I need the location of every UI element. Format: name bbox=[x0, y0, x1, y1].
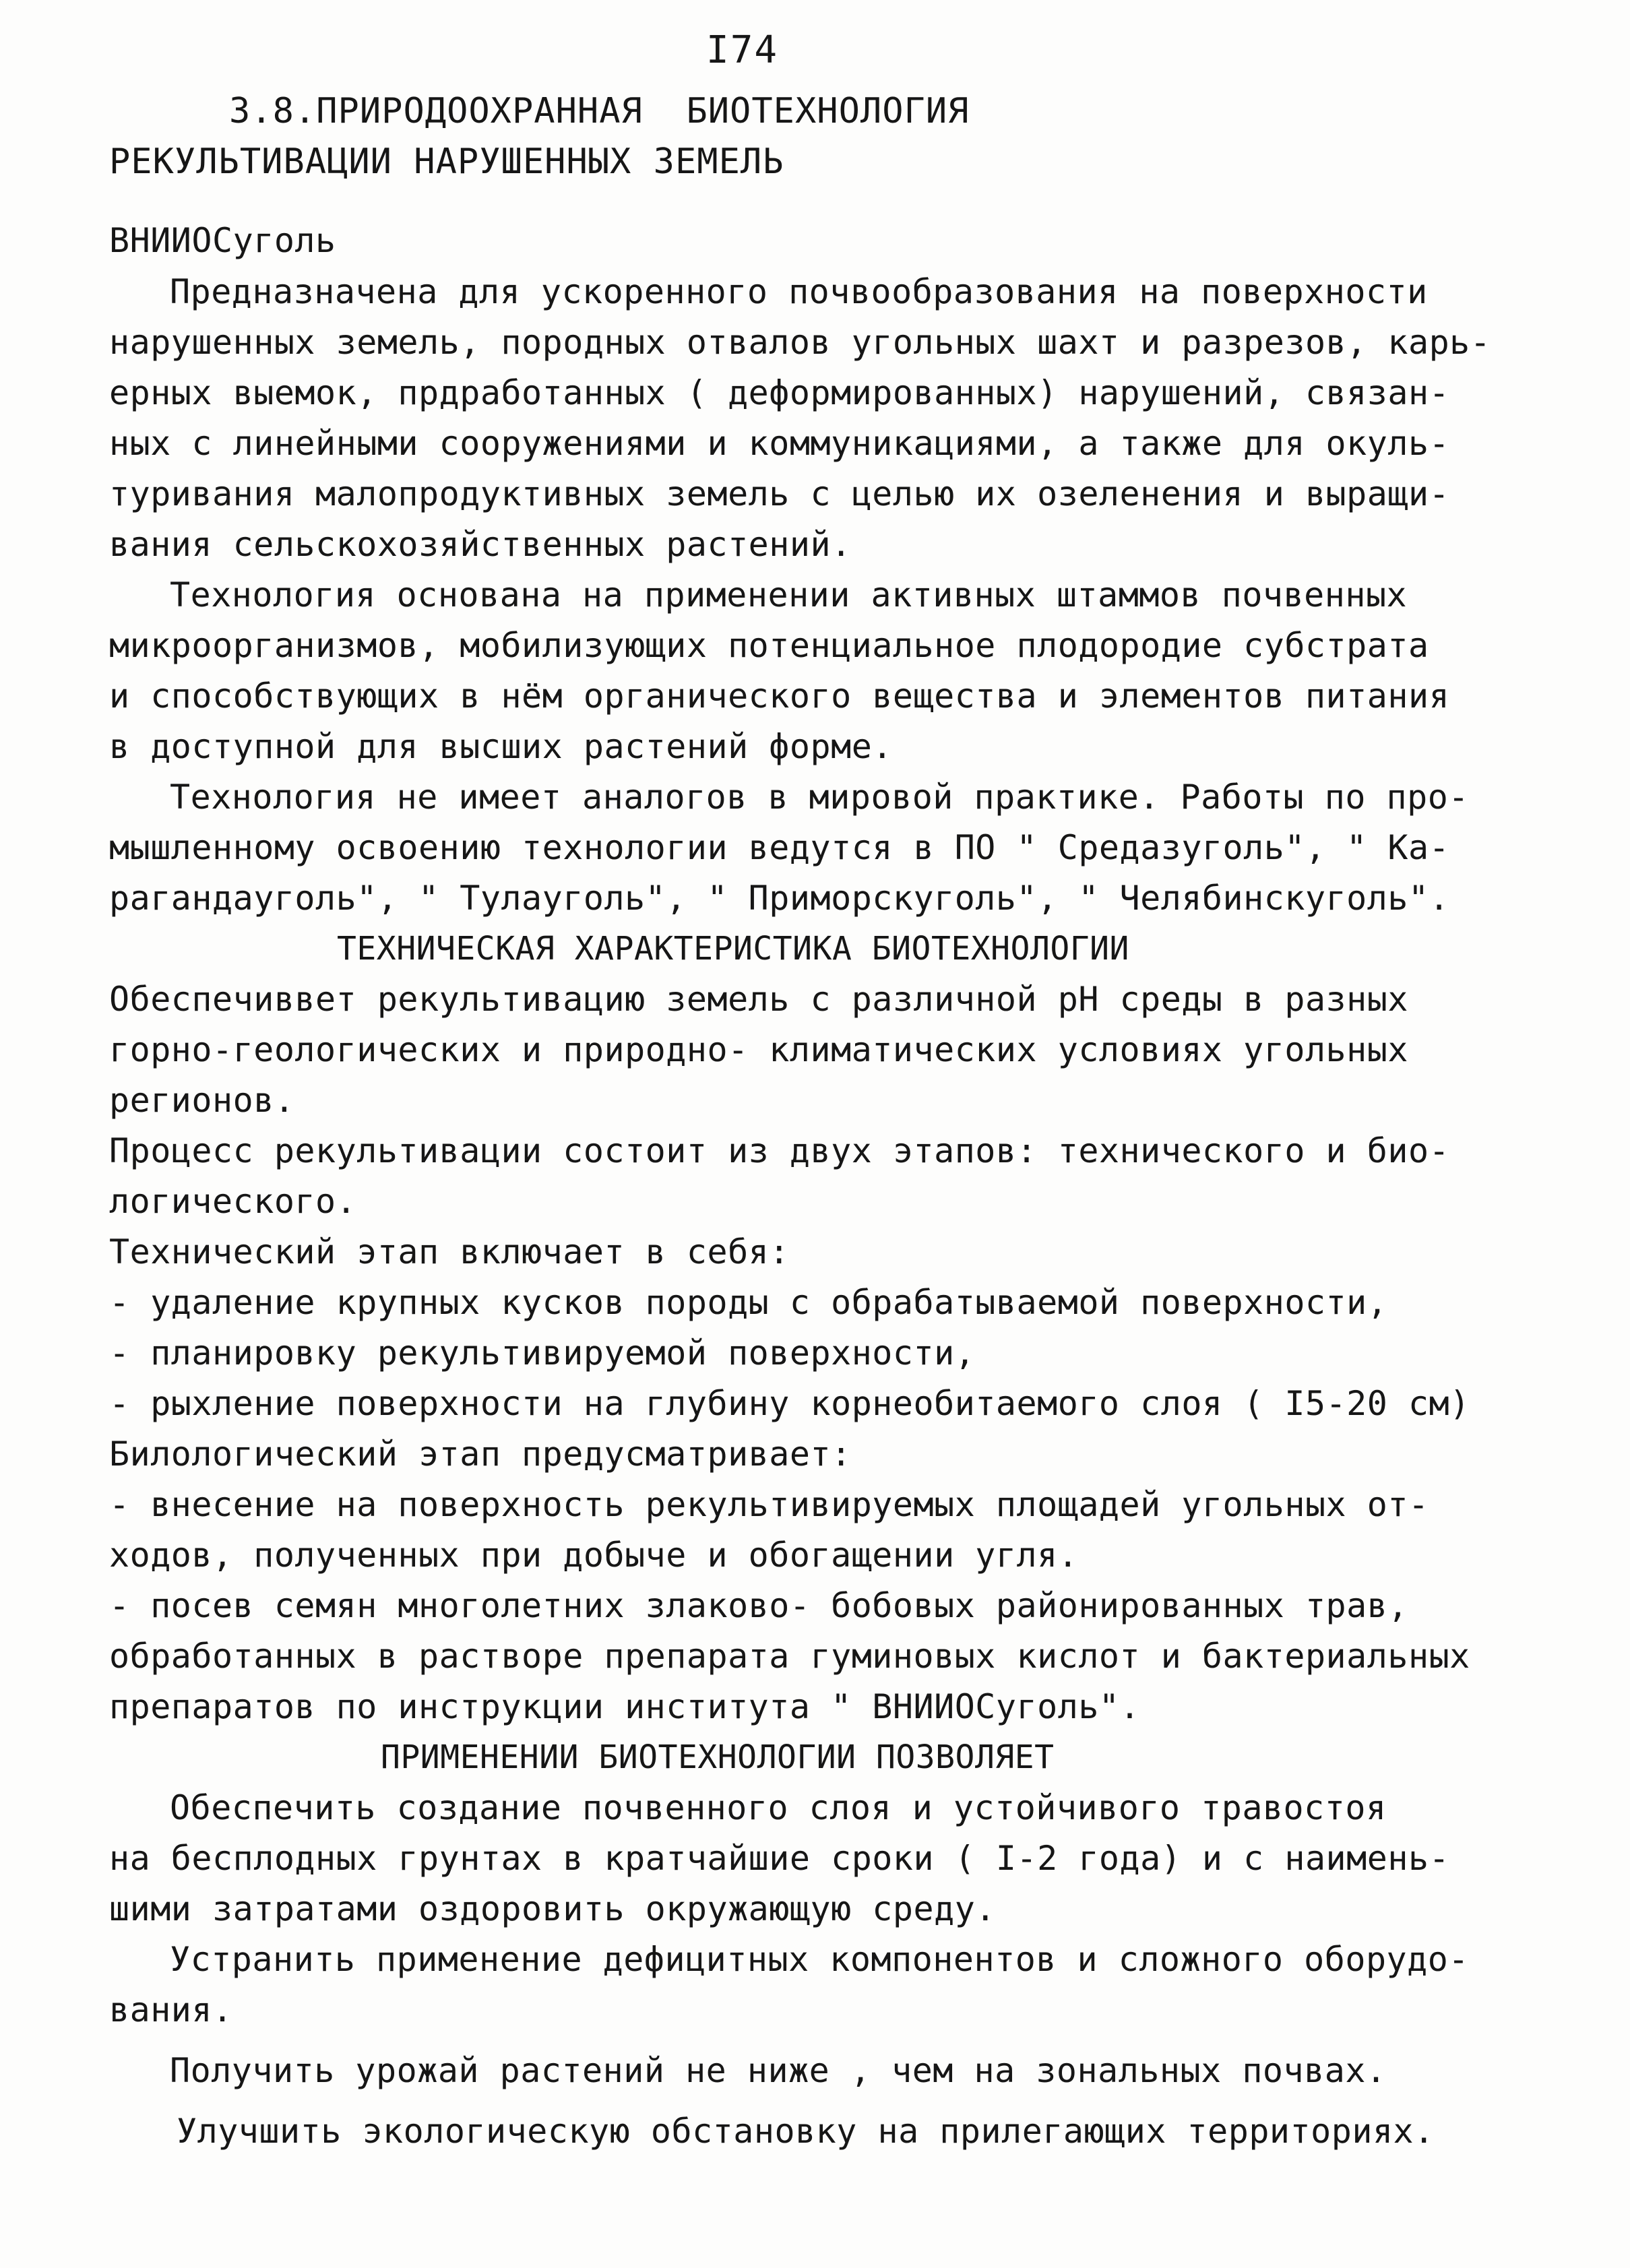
characteristics-line-3: регионов. bbox=[109, 1081, 295, 1120]
characteristics-line-15: препаратов по инструкции института " ВНИИОСуголь". bbox=[109, 1687, 1141, 1726]
application-line-2: на бесплодных грунтах в кратчайшие сроки ( I-2 года) и с наимень- bbox=[109, 1839, 1450, 1878]
characteristics-line-12: ходов, полученных при добыче и обогащении угля. bbox=[109, 1536, 1079, 1575]
intro-line-3: ерных выемок, прдработанных ( деформированных) нарушений, связан- bbox=[109, 373, 1450, 412]
section-heading-line-1: 3.8.ПРИРОДООХРАННАЯ БИОТЕХНОЛОГИЯ bbox=[229, 91, 970, 131]
page-number: I74 bbox=[706, 28, 779, 72]
characteristics-line-1: Обеспечиввет рекультивацию земель с различной pH среды в разных bbox=[109, 980, 1408, 1019]
intro-line-1: Предназначена для ускоренного почвообразования на поверхности bbox=[170, 272, 1428, 311]
analogs-line-3: рагандауголь", " Тулауголь", " Приморскуголь", " Челябинскуголь". bbox=[109, 879, 1450, 918]
analogs-line-2: мышленному освоению технологии ведутся в ПО " Средазуголь", " Ка- bbox=[109, 828, 1450, 867]
intro-line-4: ных с линейными сооружениями и коммуникациями, а также для окуль- bbox=[109, 424, 1450, 463]
application-line-6: Получить урожай растений не ниже , чем на зональных почвах. bbox=[170, 2051, 1387, 2090]
application-title: ПРИМЕНЕНИИ БИОТЕХНОЛОГИИ ПОЗВОЛЯЕТ bbox=[381, 1738, 1055, 1776]
characteristics-title: ТЕХНИЧЕСКАЯ ХАРАКТЕРИСТИКА БИОТЕХНОЛОГИИ bbox=[337, 930, 1129, 968]
application-line-4: Устранить применение дефицитных компонентов и сложного оборудо- bbox=[170, 1940, 1469, 1979]
characteristics-line-10: Билологический этап предусматривает: bbox=[109, 1435, 852, 1474]
analogs-line-1: Технология не имеет аналогов в мировой практике. Работы по про- bbox=[170, 778, 1469, 817]
characteristics-line-13: - посев семян многолетних злаково- бобовых районированных трав, bbox=[109, 1586, 1408, 1625]
characteristics-line-2: горно-геологических и природно- климатических условиях угольных bbox=[109, 1030, 1408, 1069]
basis-line-2: микроорганизмов, мобилизующих потенциальное плодородие субстрата bbox=[109, 626, 1429, 665]
characteristics-line-11: - внесение на поверхность рекультивируемых площадей угольных от- bbox=[109, 1485, 1429, 1524]
characteristics-line-14: обработанных в растворе препарата гуминовых кислот и бактериальных bbox=[109, 1637, 1470, 1676]
application-line-5: вания. bbox=[109, 1990, 233, 2029]
basis-line-1: Технология основана на применении активных штаммов почвенных bbox=[170, 575, 1408, 615]
characteristics-line-6: Технический этап включает в себя: bbox=[109, 1232, 790, 1271]
application-line-1: Обеспечить создание почвенного слоя и устойчивого травостоя bbox=[170, 1788, 1387, 1827]
organization-name: ВНИИОСуголь bbox=[109, 221, 336, 260]
characteristics-line-5: логического. bbox=[109, 1182, 357, 1221]
characteristics-line-4: Процесс рекультивации состоит из двух этапов: технического и био- bbox=[109, 1131, 1450, 1170]
section-heading-line-2: РЕКУЛЬТИВАЦИИ НАРУШЕННЫХ ЗЕМЕЛЬ bbox=[109, 141, 784, 182]
intro-line-2: нарушенных земель, породных отвалов угольных шахт и разрезов, карь- bbox=[109, 323, 1491, 362]
characteristics-line-8: - планировку рекультивируемой поверхности, bbox=[109, 1333, 976, 1373]
basis-line-4: в доступной для высших растений форме. bbox=[109, 727, 893, 766]
characteristics-line-7: - удаление крупных кусков породы с обрабатываемой поверхности, bbox=[109, 1283, 1388, 1322]
intro-line-5: туривания малопродуктивных земель с целью их озеленения и выращи- bbox=[109, 474, 1450, 513]
application-line-3: шими затратами оздоровить окружающую среду. bbox=[109, 1889, 996, 1928]
basis-line-3: и способствующих в нём органического вещества и элементов питания bbox=[109, 676, 1450, 716]
characteristics-line-9: - рыхление поверхности на глубину корнеобитаемого слоя ( I5-20 см) bbox=[109, 1384, 1470, 1423]
application-line-7: Улучшить экологическую обстановку на прилегающих территориях. bbox=[177, 2112, 1435, 2151]
intro-line-6: вания сельскохозяйственных растений. bbox=[109, 525, 852, 564]
